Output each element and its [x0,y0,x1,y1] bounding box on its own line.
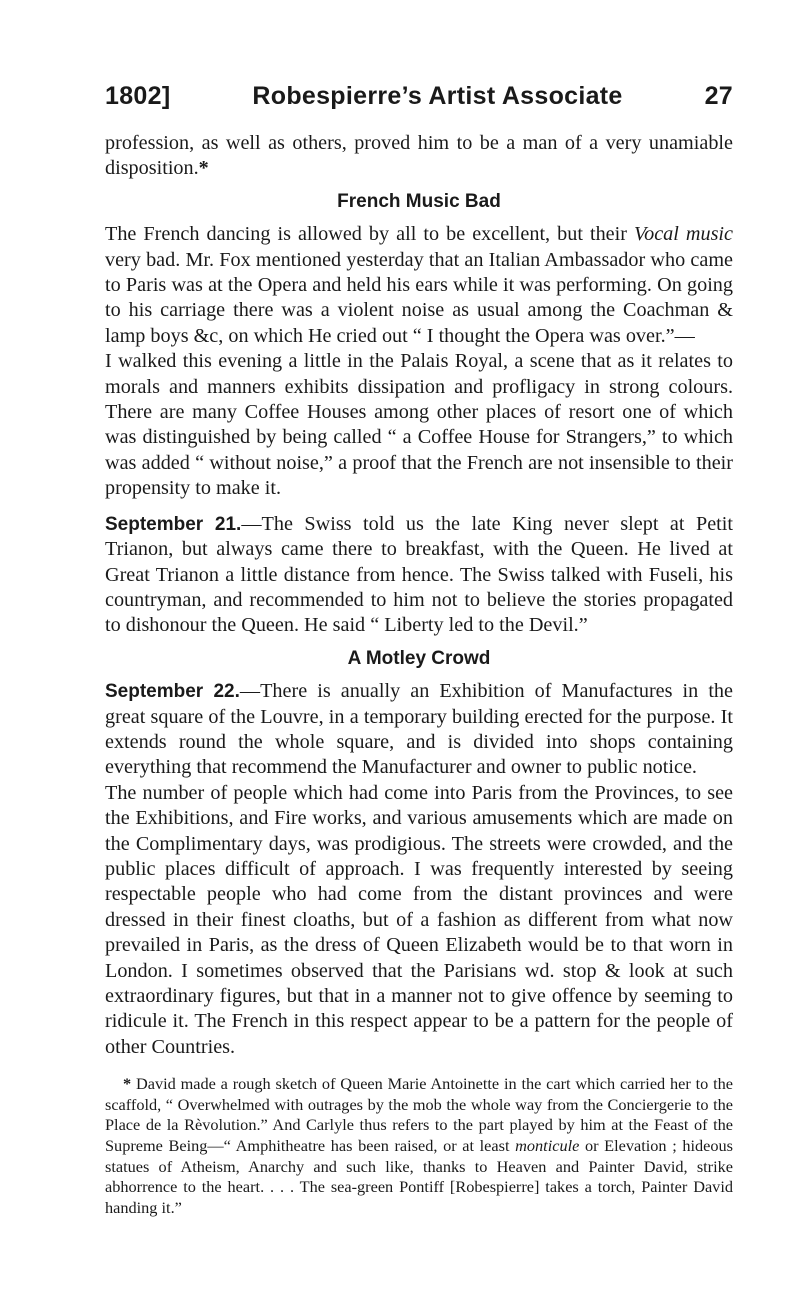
paragraph-french-music [105,222,733,349]
footnote-mark: * [123,1074,132,1094]
entry-september-22 [105,679,733,781]
section-heading-motley-crowd: A Motley Crowd [347,647,491,669]
footnote [105,1074,733,1218]
paragraph-continuation [105,131,733,182]
running-head-title: Robespierre’s Artist Associate [252,82,623,110]
section-heading-french-music: French Music Bad [337,190,501,212]
book-page [105,82,733,1218]
footnote-text: David made a rough sketch of Queen Marie Antoinette in the cart which carried her to the scaffold, “ Overwhelmed with outrages by the mob the whole way from the Conciergerie to the Place de la Rèvolution.” And Carlyle thus refers to the part played by him at the Feast of the Supreme Being—“ Amphitheatre has been raised, or at least [105,1074,733,1155]
entry-text: —There is anually an Exhibition of Manufactures in the great square of the Louvre, in a temporary building erected for the purpose. It extends round the whole square, and is divided into shops containing everything that recommend the Manufacturer and owner to public notice. [105,680,733,779]
footnote-text: or Elevation ; hideous statues of Atheism, Anarchy and such like, thanks to Heaven and Painter David, strike abhorrence to the heart. . . . The sea-green Pontiff [Robespierre] takes a torch, Painter David handing it.” [105,1136,734,1217]
entry-date: September 21. [105,513,242,535]
paragraph-palais-royal: I walked this evening a little in the Palais Royal, a scene that as it relates to morals and manners exhibits dissipation and profligacy in strong colours. There are many Coffee Houses among other places of resort one of which was distinguished by being called “ a Coffee House for Strangers,” to which was added “ without noise,” a proof that the French are not insensible to their propensity to make it. [105,350,733,500]
emphasis-text: Vocal music [634,223,734,246]
running-head-year: 1802] [105,82,171,110]
entry-text: —The Swiss told us the late King never slept at Petit Trianon, but always came there to breakfast, with the Queen. He lived at Great Trianon a little distance from hence. The Swiss talked with Fuseli, his countryman, and recommended to him not to believe the stories propagated to dishonour the Queen. He said “ Liberty led to the Devil.” [105,512,733,637]
body-text [105,131,733,1060]
paragraph-provinces: The number of people which had come into Paris from the Provinces, to see the Exhibitions, and Fire works, and various amusements which are made on the Complimentary days, was prodigious. The streets were crowded, and the public places difficult of approach. I was frequently interested by seeing respectable people who had come from the distant provinces and were dressed in their finest cloaths, but of a fashion as different from what now prevailed in Paris, as the dress of Queen Elizabeth would be to that worn in London. I sometimes observed that the Parisians wd. stop & look at such extraordinary figures, but that in a manner not to give offence by seeming to ridicule it. The French in this respect appear to be a pattern for the people of other Countries. [105,781,733,1058]
entry-date: September 22. [105,681,240,703]
footnote-reference: * [198,157,209,180]
footnote-emphasis: monticule [515,1136,580,1155]
page-number: 27 [704,82,733,110]
paragraph-text: The French dancing is allowed by all to be excellent, but their [105,223,635,246]
paragraph-text: very bad. Mr. Fox mentioned yesterday that an Italian Ambassador who came to Paris was at the Opera and held his ears while it was performing. On going to his carriage there was a violent noise as usual among the Coachman & lamp boys &c, on which He cried out “ I thought the Opera was over.”— [105,248,733,347]
entry-september-21 [105,512,733,639]
running-head [105,82,733,111]
paragraph-text: profession, as well as others, proved him to be a man of a very unamiable disposition. [105,132,733,180]
